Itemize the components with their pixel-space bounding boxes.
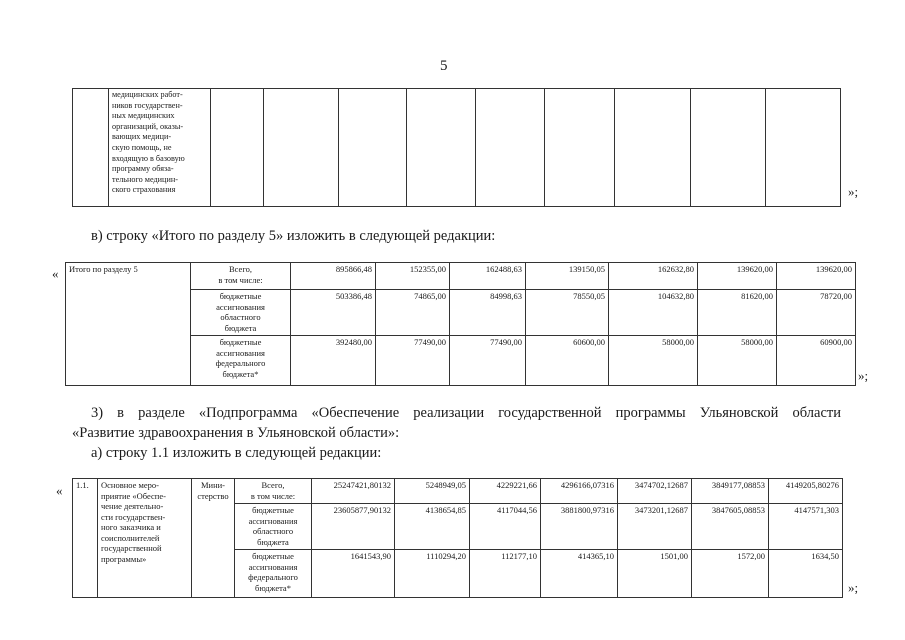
t1-cell: [339, 89, 407, 207]
t1-cell: [545, 89, 615, 207]
t1-cell: [691, 89, 766, 207]
t2-label-line: бюджетные: [219, 337, 262, 347]
t3-value: 1634,50: [769, 550, 843, 598]
t3-desc-line: Основное меро-: [101, 480, 160, 490]
t3-value: 414365,10: [541, 550, 618, 598]
t1-desc-line: программу обяза-: [112, 164, 174, 174]
t3-label-line: бюджета: [257, 536, 289, 547]
t3-num: 1.1.: [76, 480, 89, 490]
t3-value: 3849177,08853: [692, 479, 769, 504]
t1-cell: [211, 89, 264, 207]
t3-label-line: ассигнования: [248, 515, 298, 526]
t2-value: 895866,48: [291, 263, 376, 290]
t2-value: 139150,05: [526, 263, 609, 290]
t2-value: 503386,48: [291, 290, 376, 336]
t3-label-line: областного: [252, 526, 294, 536]
t3-desc-cell: [98, 479, 192, 598]
t3-value: 4138654,85: [395, 504, 470, 550]
t3-value: 5248949,05: [395, 479, 470, 504]
t3-label-cell: [235, 504, 312, 550]
t1-desc-line: тельного медицин-: [112, 174, 178, 184]
paragraph-3-line2: «Развитие здравоохранения в Ульяновской области»:: [72, 425, 400, 441]
t3-desc-line: программы»: [101, 553, 147, 564]
t2-value: 139620,00: [777, 263, 856, 290]
t3-value: 1641543,90: [312, 550, 395, 598]
t2-title: Итого по разделу 5: [69, 264, 138, 274]
t2-value: 162488,63: [450, 263, 526, 290]
t1-desc-line: ников государствен-: [112, 100, 183, 110]
t3-desc-line: государственной: [101, 543, 162, 553]
t3-value: 4149205,80276: [769, 479, 843, 504]
t2-value: 58000,00: [698, 336, 777, 386]
t3-desc-line: соисполнителей: [101, 532, 160, 543]
table-3: [72, 478, 843, 598]
t1-desc-line: организаций, оказы-: [112, 121, 184, 131]
t3-label-line: Всего,: [261, 480, 285, 490]
t2-label-line: бюджета: [224, 322, 257, 333]
t3-label-line: ассигнования: [248, 561, 298, 572]
t2-label-cell: [191, 336, 291, 386]
t2-value: 77490,00: [450, 336, 526, 386]
t2-label-line: бюджета*: [222, 368, 259, 379]
t2-label-line: областного: [220, 312, 261, 322]
t3-label-line: в том числе:: [250, 490, 296, 501]
t2-value: 77490,00: [376, 336, 450, 386]
t1-desc-line: ных медицинских: [112, 111, 175, 121]
paragraph-v: в) строку «Итого по разделу 5» изложить в следующей редакции:: [91, 228, 496, 244]
t2-value: 104632,80: [609, 290, 698, 336]
t3-close-quote: »;: [848, 580, 859, 595]
t3-value: 4229221,66: [470, 479, 541, 504]
t2-label-line: бюджетные: [219, 291, 262, 301]
t2-value: 58000,00: [609, 336, 698, 386]
table-1: [72, 88, 841, 207]
paragraph-a: а) строку 1.1 изложить в следующей редакции:: [91, 445, 382, 461]
t2-value: 152355,00: [376, 263, 450, 290]
t2-value: 78720,00: [777, 290, 856, 336]
t2-label-line: в том числе:: [218, 274, 263, 285]
t3-value: 4296166,07316: [541, 479, 618, 504]
t2-label-cell: [191, 263, 291, 290]
t2-close-quote: »;: [858, 368, 869, 383]
t1-desc-line: входящую в базовую: [112, 153, 185, 163]
t3-value: 25247421,80132: [312, 479, 395, 504]
t2-value: 74865,00: [376, 290, 450, 336]
t3-value: 23605877,90132: [312, 504, 395, 550]
t3-value: 1110294,20: [395, 550, 470, 598]
t3-label-line: бюджетные: [252, 551, 294, 561]
t3-num-cell: [73, 479, 98, 598]
t3-exec-line: стерство: [197, 490, 229, 501]
t2-value: 139620,00: [698, 263, 777, 290]
t1-cell: [615, 89, 691, 207]
t3-label-line: федерального: [248, 572, 298, 582]
t3-value: 1501,00: [618, 550, 692, 598]
t2-title-cell: [66, 263, 191, 386]
t2-value: 81620,00: [698, 290, 777, 336]
t3-label-cell: [235, 479, 312, 504]
t2-value: 162632,80: [609, 263, 698, 290]
t1-desc-line: ского страхования: [112, 185, 176, 195]
t3-value: 112177,10: [470, 550, 541, 598]
t2-label-line: ассигнования: [216, 347, 265, 358]
t3-value: 3881800,97316: [541, 504, 618, 550]
t1-desc-cell: [109, 89, 211, 207]
t2-label-line: ассигнования: [216, 301, 265, 312]
t1-desc-line: вающих медици-: [112, 132, 172, 142]
t2-label-line: Всего,: [229, 264, 252, 274]
t3-value: 4117044,56: [470, 504, 541, 550]
t3-exec-line: Мини-: [200, 480, 226, 490]
t2-value: 392480,00: [291, 336, 376, 386]
t2-label-cell: [191, 290, 291, 336]
table-2: [65, 262, 856, 386]
t3-desc-line: ного заказчика и: [101, 522, 161, 532]
t3-open-quote: «: [56, 483, 63, 498]
t2-label-line: федерального: [215, 358, 266, 368]
t2-value: 60900,00: [777, 336, 856, 386]
paragraph-3-line1: 3) в разделе «Подпрограмма «Обеспечение реализации государственной программы Ульяновской области: [91, 405, 841, 421]
t3-value: 3473201,12687: [618, 504, 692, 550]
t1-cell: [766, 89, 841, 207]
t1-cell: [407, 89, 476, 207]
t3-desc-line: чение деятельно-: [101, 501, 164, 511]
t3-desc-line: сти государствен-: [101, 511, 166, 522]
t1-desc-line: медицинских работ-: [112, 90, 183, 99]
t3-value: 3847605,08853: [692, 504, 769, 550]
t3-label-cell: [235, 550, 312, 598]
t3-value: 4147571,303: [769, 504, 843, 550]
t3-exec-cell: [192, 479, 235, 598]
t2-value: 84998,63: [450, 290, 526, 336]
t1-num-cell: [73, 89, 109, 207]
t2-value: 60600,00: [526, 336, 609, 386]
t2-value: 78550,05: [526, 290, 609, 336]
t1-cell: [264, 89, 339, 207]
t1-cell: [476, 89, 545, 207]
page-number: 5: [440, 58, 448, 74]
t2-open-quote: «: [52, 266, 59, 281]
t3-value: 1572,00: [692, 550, 769, 598]
t3-label-line: бюджетные: [252, 505, 294, 515]
t1-desc-line: скую помощь, не: [112, 142, 172, 152]
t3-value: 3474702,12687: [618, 479, 692, 504]
t1-close-quote: »;: [848, 184, 859, 199]
t3-label-line: бюджета*: [255, 582, 291, 593]
t3-desc-line: приятие «Обеспе-: [101, 490, 166, 501]
